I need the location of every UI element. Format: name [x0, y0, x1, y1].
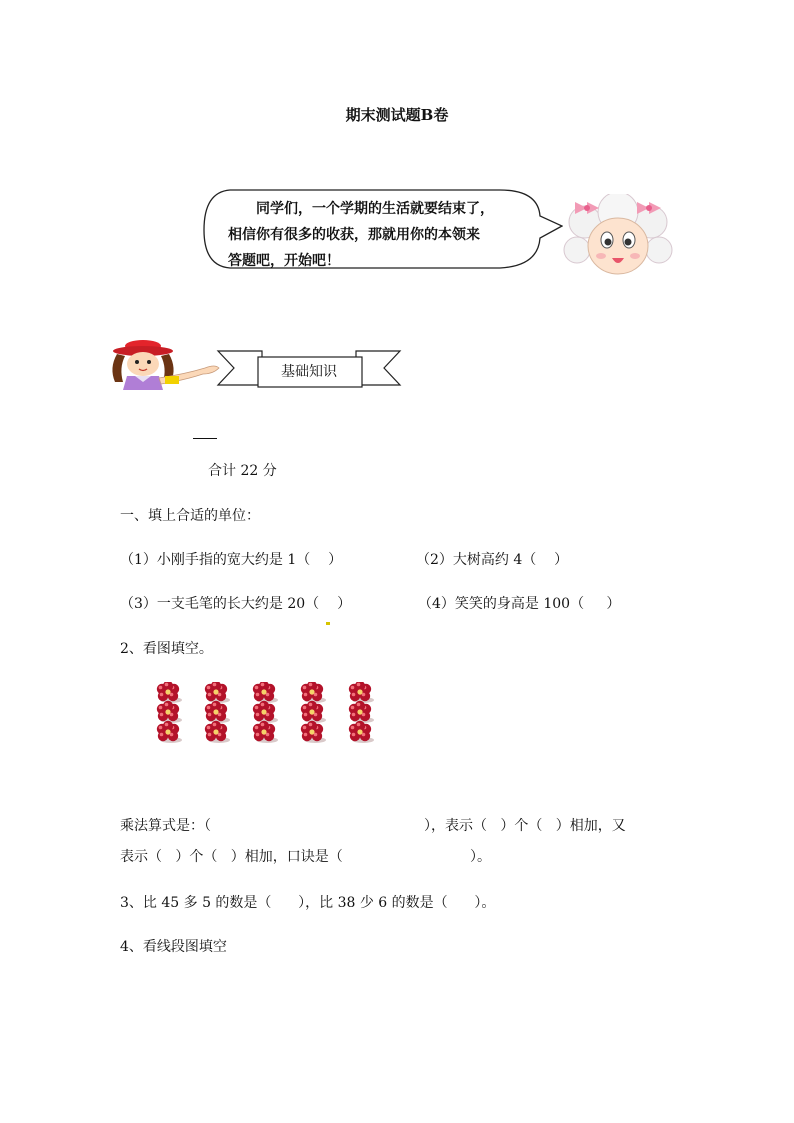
- q1-item-d: （4）笑笑的身高是 100（ ）: [418, 596, 621, 612]
- flower-grid: [150, 682, 380, 746]
- flower-icon: [253, 721, 278, 743]
- flower-icon: [157, 721, 182, 743]
- flower-icon: [253, 701, 278, 723]
- q2-heading: 2、看图填空。: [120, 641, 213, 657]
- q2-line1-start: 乘法算式是：（: [120, 818, 211, 834]
- total-score: 合计 22 分: [208, 463, 277, 479]
- q2-line2-end: ）。: [470, 849, 491, 865]
- bubble-line-3: 答题吧，开始吧！: [228, 253, 340, 269]
- section-title: 基础知识: [281, 364, 337, 380]
- flower-icon: [349, 682, 374, 703]
- flower-icon: [205, 721, 230, 743]
- q1-item-c-close: ）: [337, 596, 352, 612]
- q2-line1-end: ），表示（ ）个（ ）相加，又: [424, 818, 626, 834]
- bubble-line-1: 同学们，一个学期的生活就要结束了，: [256, 201, 494, 217]
- flower-icon: [349, 701, 374, 723]
- flower-icon: [301, 682, 326, 703]
- q1-item-c-text: （3）一支毛笔的长大约是 20（: [120, 596, 320, 612]
- page-title: 期末测试题B卷: [345, 106, 449, 124]
- bubble-line-2: 相信你有很多的收获，那就用你的本领来: [228, 227, 480, 243]
- q1-item-c: [120, 593, 351, 613]
- q3-text: 3、比 45 多 5 的数是（ ），比 38 少 6 的数是（ ）。: [120, 895, 496, 911]
- flower-icon: [253, 682, 278, 703]
- q2-line2: 表示（ ）个（ ）相加，口诀是（: [120, 849, 343, 865]
- flower-icon: [349, 721, 374, 743]
- flower-icon: [205, 682, 230, 703]
- flower-icon: [157, 701, 182, 723]
- flower-icon: [301, 721, 326, 743]
- q1-item-b: （2）大树高约 4（ ）: [416, 552, 569, 568]
- flower-icon: [157, 682, 182, 703]
- girl-character-image: [105, 340, 223, 390]
- divider-dash: [193, 438, 217, 439]
- q4-text: 4、看线段图填空: [120, 939, 227, 955]
- q1-heading: 一、填上合适的单位：: [120, 508, 260, 524]
- q1-item-a: （1）小刚手指的宽大约是 1（ ）: [120, 552, 343, 568]
- bubble-text: [228, 196, 538, 274]
- flower-icon: [301, 701, 326, 723]
- flower-icon: [205, 701, 230, 723]
- sheep-character-image: [563, 194, 673, 278]
